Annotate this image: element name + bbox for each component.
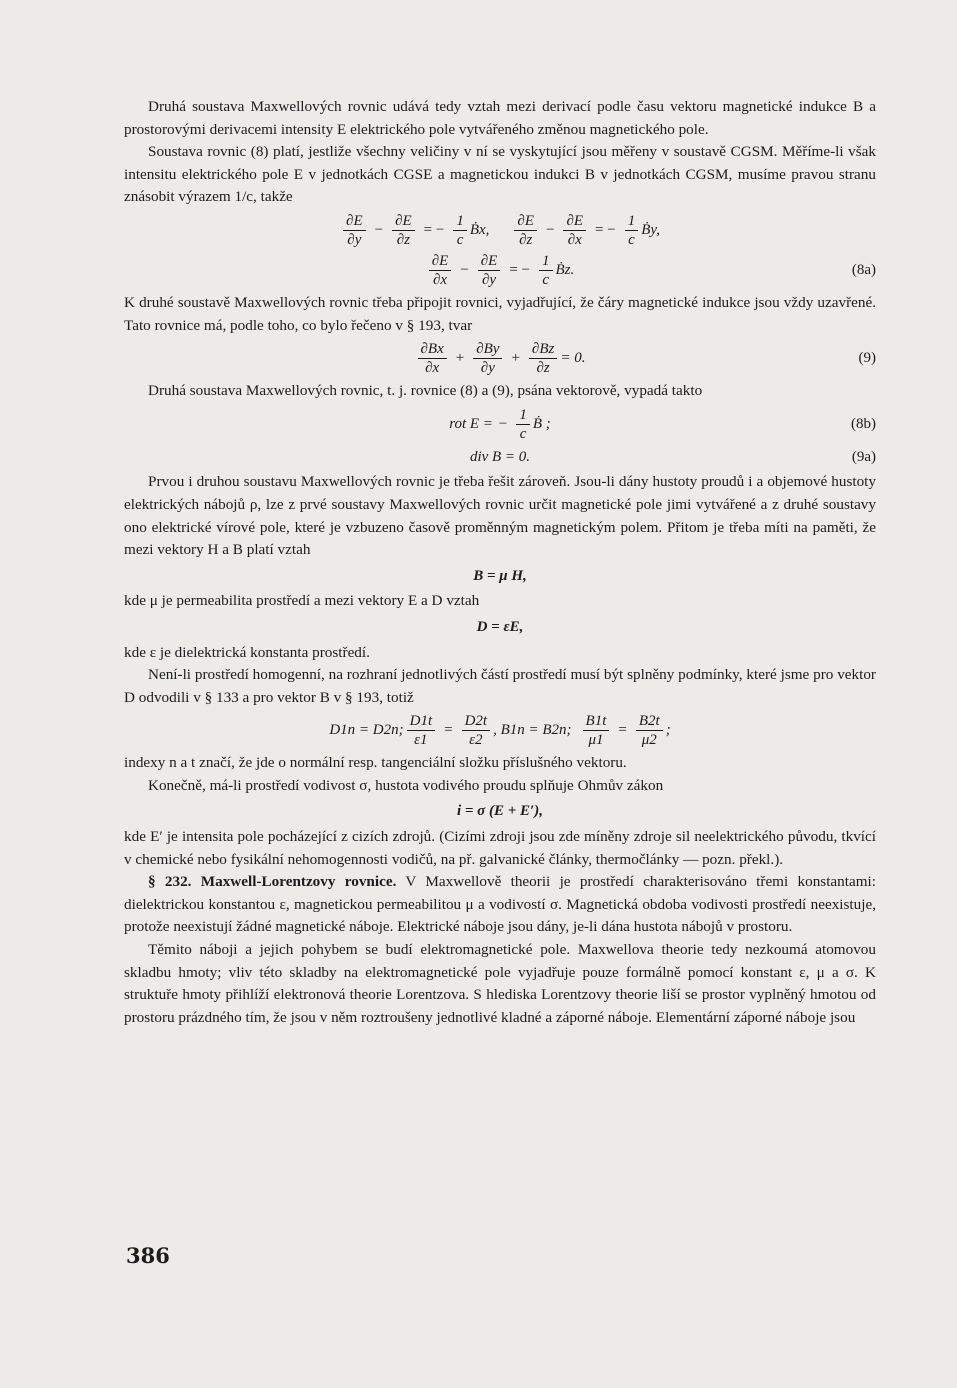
paragraph-4: Druhá soustava Maxwellových rovnic, t. j. rovnice (8) a (9), psána vektorově, vypadá takto (148, 382, 703, 400)
equation-boundary-conditions: D1n = D2n; $\frac{D1t}{\varepsilon 1}$ = $\frac{D2t}{\varepsilon 2}$ , B1n = B2n; $\frac{B1t}{\mu 1}$ = $\frac{B2t}{\mu 2}$ ; (329, 713, 671, 749)
equation-tag-8a: (8a) (851, 262, 876, 279)
equation-8b: rot E = − $\frac{1}{c}$ Ḃ ; (8b) (449, 406, 876, 442)
paragraph-13: Těmito náboji a jejich pohybem se budí elektromagnetické pole. Maxwellova theorie tedy nezkoumá atomovou skladbu hmoty; vliv této skladby na elektromagnetické pole vyjadřuje pouze formálně pomocí konstant ε, μ a σ. K struktuře hmoty přihlíží elektronová theorie Lorentzova. S hlediska Lorentzovy theorie liší se prostor vyplněný hmotou od prostoru prázdného tím, že jsou v něm roztroušeny jednotlivé kladné a záporné náboje. Elementární záporné náboje jsou (124, 941, 876, 1026)
page-body (124, 96, 876, 1029)
section-232: § 232. Maxwell-Lorentzovy rovnice. V Maxwellově theorii je prostředí charakterisováno třemi konstantami: dielektrickou konstantou ε, magnetickou permeabilitou μ a vodivostí σ. Magnetická obdoba vodivosti prostředí neexistuje, protože neexistují žádné magnetické náboje. Elektrické náboje jsou dány, je-li dána hustota nábojů v prostoru. (124, 873, 876, 936)
page-number: 386 (126, 1243, 170, 1268)
paragraph-1: Druhá soustava Maxwellových rovnic udává tedy vztah mezi derivací podle času vektoru magnetické indukce B a prostorovými derivacemi intensity E elektrického pole vytvářeného změnou magnetického pole. (124, 98, 876, 138)
equation-tag-9a: (9a) (851, 448, 876, 465)
equation-8a-row2: $\frac{\partial E}{\partial x}$ − $\frac{\partial E}{\partial y}$ = − $\frac{1}{c}$ Ḃz. (8a) (124, 252, 876, 289)
paragraph-11: kde E′ je intensita pole pocházející z cizích zdrojů. (Cizími zdroji jsou zde míněny zdroje sil neelektrického původu, tkvící v chemické nebo fysikální nehomogennosti vodičů, na př. galvanické články, thermočlánky — pozn. překl.). (124, 828, 876, 868)
paragraph-8: Není-li prostředí homogenní, na rozhraní jednotlivých částí prostředí musí být splněny podmínky, které jsme pro vektor D odvodili v § 133 a pro vektor B v § 193, totiž (124, 666, 876, 706)
paragraph-3: K druhé soustavě Maxwellových rovnic třeba připojit rovnici, vyjadřující, že čáry magnetické indukce jsou vždy uzavřené. Tato rovnice má, podle toho, co bylo řečeno v § 193, tvar (124, 293, 876, 334)
paragraph-10: Konečně, má-li prostředí vodivost σ, hustota vodivého proudu splňuje Ohmův zákon (148, 776, 664, 794)
paragraph-6: kde μ je permeabilita prostředí a mezi vektory E a D vztah (124, 592, 480, 610)
equation-9: $\frac{\partial Bx}{\partial x}$ + $\frac{\partial By}{\partial y}$ + $\frac{\partial Bz}{\partial z}$ = 0. (9) (124, 340, 876, 377)
paragraph-9: indexy n a t značí, že jde o normální resp. tangenciální složku příslušného vektoru. (124, 754, 627, 772)
equation-9a: div B = 0. (9a) (124, 446, 876, 469)
paragraph-2: Soustava rovnic (8) platí, jestliže všechny veličiny v ní se vyskytující jsou měřeny v soustavě CGSM. Měříme-li však intensitu elektrického pole E v jednotkách CGSE a magnetickou indukci B v jednotkách CGSM, musíme pravou stranu znásobit výrazem 1/c, takže (124, 143, 876, 206)
equation-tag-9: (9) (858, 350, 876, 367)
paragraph-7: kde ε je dielektrická konstanta prostředí. (124, 643, 370, 661)
equation-8a-row1: $\frac{\partial E}{\partial y}$ − $\frac{\partial E}{\partial z}$ = − $\frac{1}{c}$ Ḃx, $\frac{\partial E}{\partial z}$ − $\frac{\partial E}{\partial x}$ = − $\frac{1}{c}$ Ḃy, (124, 212, 876, 249)
section-title: § 232. Maxwell-Lorentzovy rovnice. (148, 873, 397, 891)
equation-d-eps-e: D = εE, (476, 618, 524, 635)
equation-b-mu-h: B = μ H, (473, 567, 527, 584)
equation-tag-8b: (8b) (851, 415, 876, 432)
paragraph-5: Prvou i druhou soustavu Maxwellových rovnic je třeba řešit zároveň. Jsou-li dány hustoty proudů i a objemové hustoty elektrických nábojů ρ, lze z prvé soustavy Maxwellových rovnic určit magnetické pole jimi vytvářené a z druhé soustavy ono elektrické vírové pole, které je vzbuzeno časově proměnným magnetickým polem. Přitom je třeba míti na paměti, že mezi vektory H a B platí vztah (124, 473, 876, 559)
equation-ohm: i = σ (E + E′), (456, 803, 544, 820)
